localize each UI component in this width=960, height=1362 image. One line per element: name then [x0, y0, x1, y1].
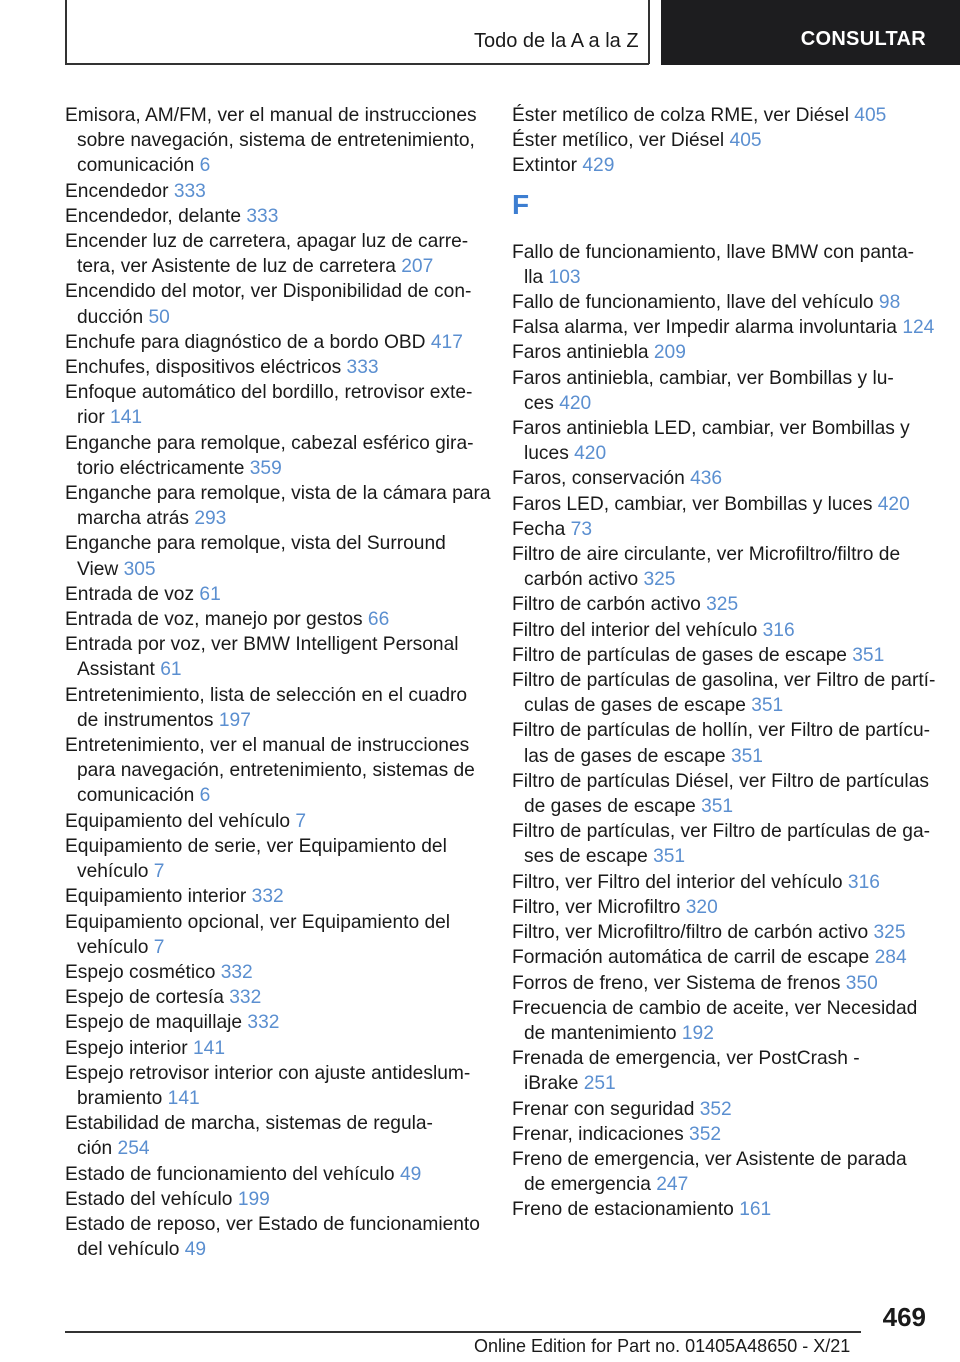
page-reference-link[interactable]: 405 [854, 105, 887, 126]
index-entry [512, 895, 930, 920]
index-entry-line: Filtro, ver Microfiltro/filtro de carbón activo 325 [512, 922, 906, 944]
page-reference-link[interactable]: 73 [570, 518, 593, 540]
index-entry [512, 920, 930, 945]
page-header [0, 0, 960, 66]
index-entry-line: Enganche para remolque, vista de la cámara para [65, 483, 491, 505]
index-entry-line: lla 103 [524, 266, 581, 288]
page-reference-link[interactable]: 333 [246, 205, 279, 227]
index-entry-line: Frenar, indicaciones 352 [512, 1123, 722, 1145]
index-entry-line: Equipamiento del vehículo 7 [65, 810, 307, 832]
tab-a-to-z[interactable]: Todo de la A a la Z [474, 30, 639, 52]
index-entry [65, 355, 483, 380]
index-entry-line: Estado de funcionamiento del vehículo 49 [65, 1163, 422, 1185]
page-reference-link[interactable]: 141 [110, 407, 143, 429]
index-entry [65, 733, 483, 809]
index-entry [512, 290, 930, 315]
index-entry-line: Enchufes, dispositivos eléctricos 333 [65, 357, 379, 379]
page-number: 469 [882, 1302, 926, 1332]
page-reference-link[interactable]: 6 [199, 785, 211, 807]
page-reference-link[interactable]: 49 [399, 1163, 422, 1185]
index-entry [65, 960, 483, 985]
page-reference-link[interactable]: 316 [762, 619, 795, 641]
index-entry-line: Filtro de partículas, ver Filtro de partículas de ga‐ [512, 821, 931, 843]
page-reference-link[interactable]: 61 [199, 583, 221, 605]
index-entry [512, 416, 930, 466]
page-reference-link[interactable]: 61 [160, 659, 182, 681]
index-entry-line: culas de gases de escape 351 [524, 695, 784, 717]
page-reference-link[interactable]: 161 [739, 1199, 772, 1221]
section-letter-heading: F [512, 188, 530, 220]
index-entry-line: Equipamiento opcional, ver Equipamiento del [65, 911, 451, 933]
index-entry-line: Enganche para remolque, cabezal esférico gira‐ [65, 432, 474, 454]
page-reference-link[interactable]: 332 [229, 987, 262, 1009]
page-reference-link[interactable]: 197 [218, 709, 251, 731]
page-reference-link[interactable]: 50 [148, 306, 170, 328]
index-entry-line: de gases de escape 351 [524, 796, 734, 818]
index-entry [512, 366, 930, 416]
page-reference-link[interactable]: 436 [690, 468, 723, 490]
index-group-e [512, 103, 930, 179]
index-entry-line: Fallo de funcionamiento, llave del vehículo 98 [512, 292, 901, 314]
page-reference-link[interactable]: 207 [401, 256, 434, 278]
index-entry-line: Frecuencia de cambio de aceite, ver Necesidad [512, 997, 918, 1019]
index-entry [512, 492, 930, 517]
index-entry [65, 103, 483, 179]
header-divider-left [65, 0, 67, 64]
page-reference-link[interactable]: 351 [653, 846, 686, 868]
index-entry-line: ción 254 [77, 1138, 150, 1160]
index-entry [65, 279, 483, 329]
header-divider-bottom [65, 63, 649, 65]
index-entry [512, 618, 930, 643]
index-entry-line: Espejo de cortesía 332 [65, 987, 262, 1009]
index-entry [512, 103, 930, 128]
index-entry-line: rior 141 [77, 407, 143, 429]
page-reference-link[interactable]: 199 [237, 1188, 270, 1210]
index-entry-line: Filtro de partículas de gases de escape 351 [512, 644, 885, 666]
index-entry-line: Entrada de voz, manejo por gestos 66 [65, 609, 390, 631]
index-column-left [65, 103, 491, 1262]
index-entry [512, 769, 930, 819]
index-entry [512, 643, 930, 668]
page-reference-link[interactable]: 352 [689, 1123, 722, 1145]
index-entry-line: Faros antiniebla, cambiar, ver Bombillas y lu‐ [512, 367, 894, 389]
page-reference-link[interactable]: 192 [681, 1022, 714, 1044]
index-entry [512, 971, 930, 996]
page-reference-link[interactable]: 7 [295, 810, 307, 832]
index-entry-line: Equipamiento interior 332 [65, 886, 284, 908]
index-entry-line: Formación automática de carril de escape 284 [512, 947, 907, 969]
index-entry [512, 1046, 930, 1096]
page-reference-link[interactable]: 417 [430, 331, 463, 353]
index-entry-line: Enchufe para diagnóstico de a bordo OBD 417 [65, 331, 463, 353]
index-entry-line: Frenar con seguridad 352 [512, 1098, 732, 1120]
page-reference-link[interactable]: 325 [643, 569, 676, 591]
page-reference-link[interactable]: 66 [367, 609, 390, 631]
index-entry-line: Filtro de partículas de hollín, ver Filtro de partícu‐ [512, 720, 931, 742]
index-entry-line: View 305 [77, 558, 156, 580]
page-reference-link[interactable]: 141 [167, 1087, 200, 1109]
index-entry [512, 542, 930, 592]
index-entry-line: Éster metílico de colza RME, ver Diésel 405 [512, 105, 887, 126]
index-entry-line: de instrumentos 197 [77, 709, 251, 731]
index-entry-line: tera, ver Asistente de luz de carretera 207 [77, 256, 434, 278]
index-entry [512, 517, 930, 542]
index-entry-line: Forros de freno, ver Sistema de frenos 350 [512, 972, 878, 994]
index-entry-line: Estabilidad de marcha, sistemas de regula‐ [65, 1113, 433, 1135]
index-entry [65, 204, 483, 229]
page-reference-link[interactable]: 247 [656, 1174, 689, 1196]
index-entry [65, 607, 483, 632]
index-entry-line: Freno de emergencia, ver Asistente de parada [512, 1148, 907, 1170]
index-entry-line: Estado de reposo, ver Estado de funcionamiento [65, 1213, 480, 1235]
index-entry [512, 945, 930, 970]
page-reference-link[interactable]: 351 [852, 644, 885, 666]
index-entry-line: Entretenimiento, ver el manual de instrucciones [65, 735, 470, 757]
index-entry-line: Filtro de partículas de gasolina, ver Filtro de partí‐ [512, 670, 936, 692]
page-reference-link[interactable]: 320 [685, 896, 718, 918]
index-entry [65, 1111, 483, 1161]
index-entry-line: Estado del vehículo 199 [65, 1188, 270, 1210]
index-entry-line: Enfoque automático del bordillo, retrovisor exte‐ [65, 382, 473, 404]
index-entry [65, 229, 483, 279]
index-entry-line: Frenada de emergencia, ver PostCrash - [512, 1048, 860, 1070]
index-entry-line: Filtro de aire circulante, ver Microfiltro/filtro de [512, 544, 901, 566]
page-reference-link[interactable]: 254 [117, 1138, 150, 1160]
index-entry [512, 718, 930, 768]
index-entry-line: las de gases de escape 351 [524, 745, 763, 767]
index-entry [512, 668, 936, 718]
index-entry-line: Emisora, AM/FM, ver el manual de instrucciones [65, 105, 477, 126]
index-entry-line: Espejo cosmético 332 [65, 961, 253, 983]
page-reference-link[interactable]: 332 [220, 961, 253, 983]
index-entry [65, 683, 483, 733]
index-entry-line: Filtro del interior del vehículo 316 [512, 619, 795, 641]
index-entry [512, 340, 930, 365]
index-entry-line: Espejo retrovisor interior con ajuste antideslum‐ [65, 1062, 471, 1084]
index-entry [65, 582, 483, 607]
header-divider-right [648, 0, 650, 64]
footer-divider [65, 1331, 861, 1333]
index-entry [65, 1061, 483, 1111]
index-entry-line: Faros LED, cambiar, ver Bombillas y luces 420 [512, 493, 910, 515]
index-entry-line: bramiento 141 [77, 1087, 200, 1109]
index-entry-line: Faros antiniebla 209 [512, 342, 686, 364]
index-entry [65, 431, 483, 481]
index-group-f [512, 240, 936, 1223]
page-reference-link[interactable]: 405 [729, 130, 762, 152]
index-entry-line: Falsa alarma, ver Impedir alarma involuntaria 124 [512, 317, 935, 339]
index-entry-line: Fallo de funcionamiento, llave BMW con panta‐ [512, 241, 915, 263]
page-reference-link[interactable]: 141 [192, 1037, 225, 1059]
index-entry-line: Espejo de maquillaje 332 [65, 1012, 280, 1034]
index-entry [512, 1122, 930, 1147]
index-entry [512, 592, 930, 617]
page-reference-link[interactable]: 429 [582, 155, 615, 177]
page-reference-link[interactable]: 325 [873, 922, 906, 944]
page-reference-link[interactable]: 325 [706, 594, 739, 616]
index-entry-line: Espejo interior 141 [65, 1037, 225, 1059]
index-entry-line: Filtro de carbón activo 325 [512, 594, 739, 616]
page-reference-link[interactable]: 251 [583, 1073, 616, 1095]
page-reference-link[interactable]: 420 [877, 493, 910, 515]
page-reference-link[interactable]: 333 [346, 357, 379, 379]
index-entry [65, 1187, 483, 1212]
page-reference-link[interactable]: 284 [874, 947, 907, 969]
index-entry [512, 128, 930, 153]
index-entry [65, 985, 483, 1010]
footer-edition-text: Online Edition for Part no. 01405A48650 - X/21 [474, 1336, 851, 1356]
index-entry-line: Filtro, ver Microfiltro 320 [512, 896, 718, 918]
page-reference-link[interactable]: 6 [199, 155, 211, 177]
page-reference-link[interactable]: 7 [153, 936, 165, 958]
page-reference-link[interactable]: 316 [847, 871, 880, 893]
index-entry [65, 531, 483, 581]
index-entry-line: de mantenimiento 192 [524, 1022, 714, 1044]
page-reference-link[interactable]: 351 [701, 796, 734, 818]
index-entry-line: Filtro de partículas Diésel, ver Filtro de partículas [512, 770, 929, 792]
index-entry-line: Entretenimiento, lista de selección en el cuadro [65, 684, 468, 706]
index-entry-line: del vehículo 49 [77, 1239, 207, 1261]
index-entry-line: Entrada por voz, ver BMW Intelligent Personal [65, 634, 459, 656]
index-entry-line: marcha atrás 293 [77, 508, 227, 530]
index-entry [65, 179, 483, 204]
index-entry-line: sobre navegación, sistema de entretenimiento, [77, 130, 475, 152]
index-entry-line: Enganche para remolque, vista del Surround [65, 533, 446, 555]
index-entry [512, 1147, 930, 1197]
page-reference-link[interactable]: 7 [153, 861, 165, 883]
index-entry-line: ducción 50 [77, 306, 170, 328]
index-entry-line: de emergencia 247 [524, 1174, 689, 1196]
index-entry-line: Freno de estacionamiento 161 [512, 1199, 772, 1221]
index-entry-line: ces 420 [524, 392, 592, 414]
index-entry [512, 870, 930, 895]
index-entry-line: Encendido del motor, ver Disponibilidad de con‐ [65, 281, 472, 303]
index-entry [65, 1036, 483, 1061]
index-entry [65, 910, 483, 960]
index-entry [512, 1197, 930, 1222]
index-entry [65, 884, 483, 909]
index-entry-line: Éster metílico, ver Diésel 405 [512, 130, 762, 152]
index-entry [512, 1097, 930, 1122]
index-entry-line: Entrada de voz 61 [65, 583, 221, 605]
page-reference-link[interactable]: 359 [249, 457, 282, 479]
index-entry-line: vehículo 7 [77, 861, 165, 883]
index-entry-line: Assistant 61 [77, 659, 182, 681]
page-reference-link[interactable]: 98 [878, 292, 901, 314]
index-entry-line: Encendedor 333 [65, 180, 206, 202]
index-entry-line: Fecha 73 [512, 518, 593, 540]
page-reference-link[interactable]: 420 [574, 443, 607, 465]
index-entry [65, 481, 491, 531]
index-entry-line: comunicación 6 [77, 155, 211, 177]
index-entry-line: Filtro, ver Filtro del interior del vehículo 316 [512, 871, 880, 893]
page-reference-link[interactable]: 351 [730, 745, 763, 767]
index-entry-line: para navegación, entretenimiento, sistemas de [77, 760, 475, 782]
index-entry-line: ses de escape 351 [524, 846, 686, 868]
page-reference-link[interactable]: 49 [184, 1239, 207, 1261]
index-entry [512, 466, 930, 491]
index-entry [65, 330, 483, 355]
index-entry-line: torio eléctricamente 359 [77, 457, 282, 479]
index-entry [512, 240, 930, 290]
index-entry-line: carbón activo 325 [524, 569, 676, 591]
page-reference-link[interactable]: 124 [902, 317, 935, 339]
index-entry [65, 632, 483, 682]
index-entry-line: luces 420 [524, 443, 607, 465]
page-reference-link[interactable]: 305 [123, 558, 156, 580]
index-entry [65, 1212, 483, 1262]
page-reference-link[interactable]: 350 [845, 972, 878, 994]
index-entry-line: Faros antiniebla LED, cambiar, ver Bombillas y [512, 418, 910, 440]
index-entry-line: Equipamiento de serie, ver Equipamiento del [65, 835, 447, 857]
index-entry-line: comunicación 6 [77, 785, 211, 807]
page-reference-link[interactable]: 351 [751, 695, 784, 717]
page-reference-link[interactable]: 209 [653, 342, 686, 364]
index-column-right [512, 103, 936, 1223]
index-entry-line: vehículo 7 [77, 936, 165, 958]
index-entry [65, 380, 483, 430]
index-entry [512, 996, 930, 1046]
index-entry-line: Extintor 429 [512, 155, 615, 177]
page-reference-link[interactable]: 420 [559, 392, 592, 414]
index-entry [512, 153, 930, 178]
index-entry-line: Faros, conservación 436 [512, 468, 723, 490]
page-reference-link[interactable]: 352 [699, 1098, 732, 1120]
page-reference-link[interactable]: 332 [247, 1012, 280, 1034]
index-entry [65, 834, 483, 884]
index-entry-line: Encendedor, delante 333 [65, 205, 279, 227]
tab-consultar[interactable]: CONSULTAR [661, 0, 960, 65]
page-reference-link[interactable]: 103 [548, 266, 581, 288]
index-entry [512, 819, 930, 869]
index-entry [512, 315, 935, 340]
index-entry-line: iBrake 251 [524, 1073, 616, 1095]
index-entry [65, 1010, 483, 1035]
page-reference-link[interactable]: 333 [173, 180, 206, 202]
index-entry-line: Encender luz de carretera, apagar luz de carre‐ [65, 231, 469, 253]
index-entry [65, 1162, 483, 1187]
index-entry [65, 809, 483, 834]
page-reference-link[interactable]: 293 [194, 508, 227, 530]
page-reference-link[interactable]: 332 [251, 886, 284, 908]
